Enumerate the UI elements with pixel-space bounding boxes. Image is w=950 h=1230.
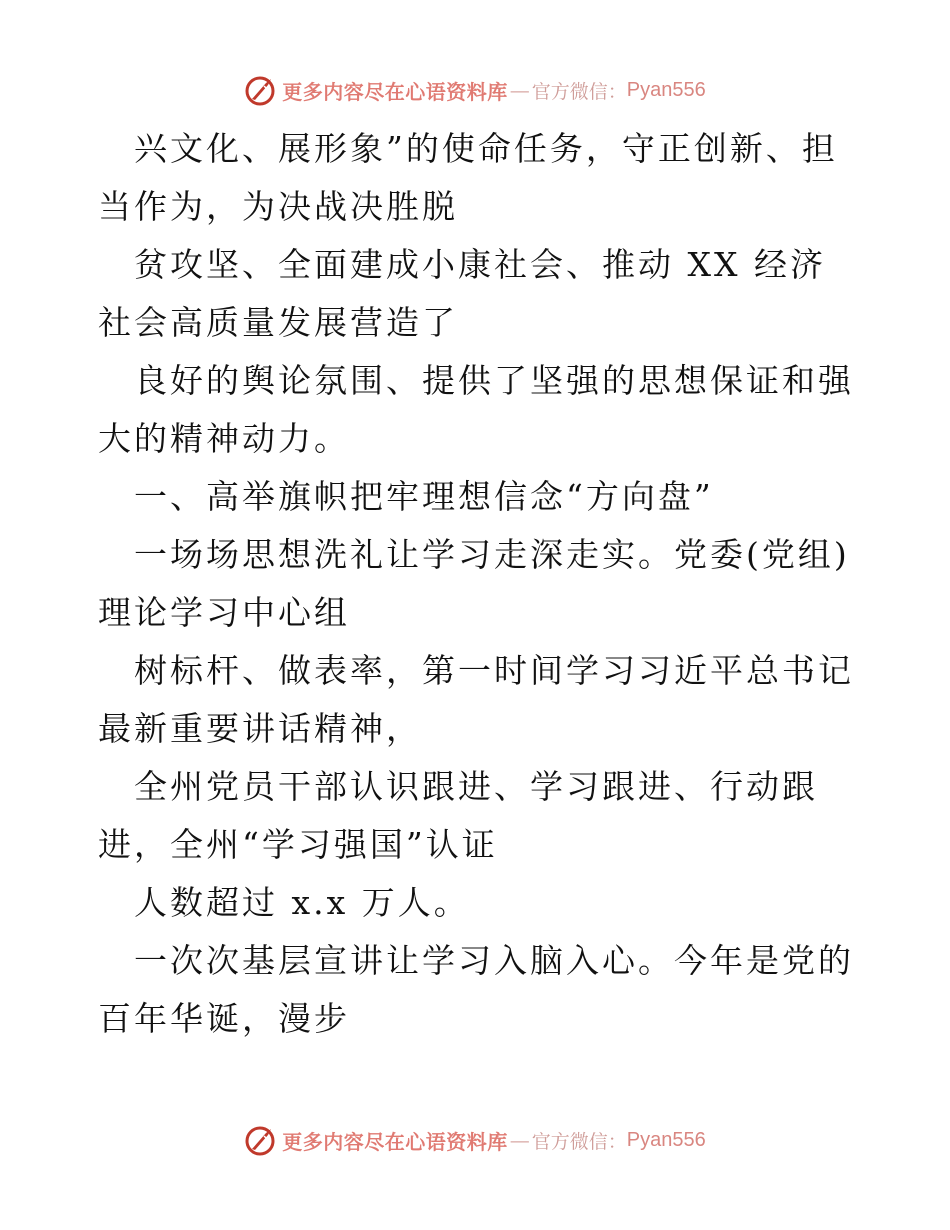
watermark-brand: 更多内容尽在心语资料库 (282, 79, 508, 104)
watermark-contact-id: Pyan556 (626, 78, 706, 101)
document-body (98, 120, 858, 1048)
paragraph: 人数超过 x.x 万人。 (134, 883, 470, 922)
paragraph: 兴文化、展形象”的使命任务，守正创新、担当作为，为决战决胜脱 (98, 129, 838, 226)
watermark-contact-label: 官方微信： (531, 1130, 627, 1153)
watermark-contact-id: Pyan556 (626, 1128, 706, 1151)
section-heading: 一、高举旗帜把牢理想信念“方向盘” (134, 477, 714, 516)
watermark-footer (0, 1120, 950, 1160)
watermark-dash: — (509, 78, 530, 102)
paragraph: 树标杆、做表率，第一时间学习习近平总书记最新重要讲话精神， (98, 651, 854, 748)
paragraph: 一场场思想洗礼让学习走深走实。党委(党组)理论学习中心组 (98, 535, 850, 632)
quill-pen-circle-icon (244, 1123, 278, 1157)
watermark-header (0, 70, 950, 110)
paragraph: 良好的舆论氛围、提供了坚强的思想保证和强大的精神动力。 (98, 361, 854, 458)
quill-pen-circle-icon (244, 73, 278, 107)
watermark-dash: — (509, 1128, 530, 1152)
watermark-brand: 更多内容尽在心语资料库 (282, 1129, 508, 1154)
paragraph: 贫攻坚、全面建成小康社会、推动 XX 经济社会高质量发展营造了 (98, 245, 826, 342)
watermark-contact-label: 官方微信： (531, 80, 627, 103)
paragraph: 全州党员干部认识跟进、学习跟进、行动跟进，全州“学习强国”认证 (98, 767, 818, 864)
paragraph: 一次次基层宣讲让学习入脑入心。今年是党的百年华诞，漫步 (98, 941, 854, 1038)
